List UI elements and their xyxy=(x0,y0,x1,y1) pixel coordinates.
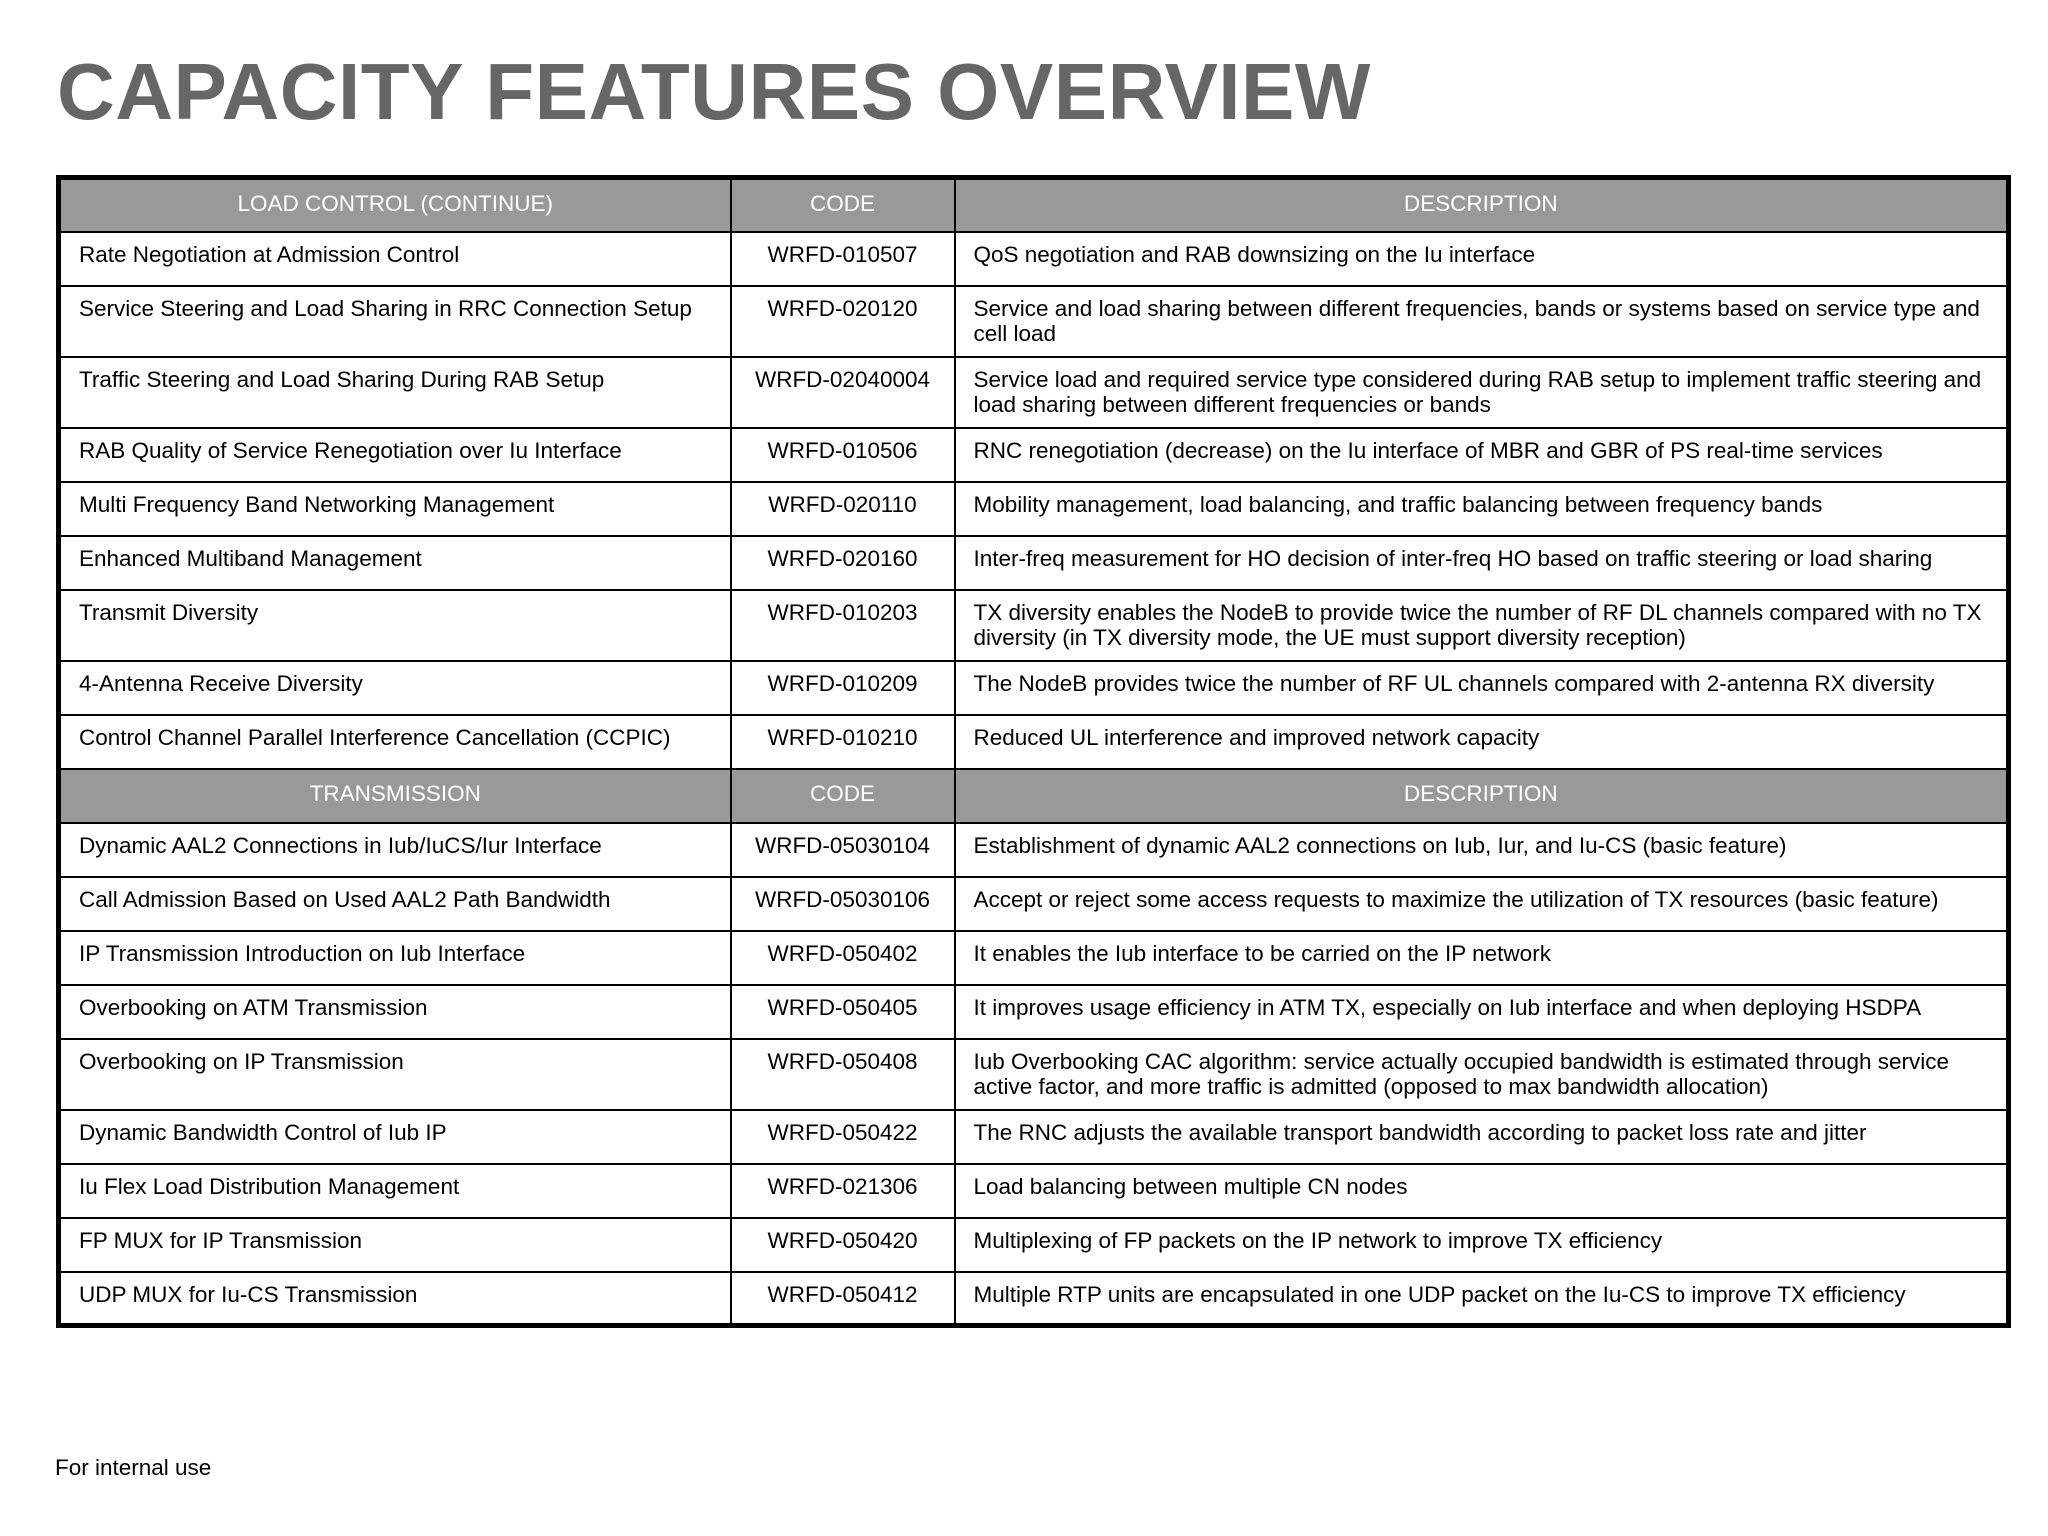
feature-description-cell: Multiple RTP units are encapsulated in one UDP packet on the Iu-CS to improve TX efficiency xyxy=(955,1272,2009,1326)
feature-description-cell: The RNC adjusts the available transport bandwidth according to packet loss rate and jitter xyxy=(955,1110,2009,1164)
feature-code-cell: WRFD-010203 xyxy=(731,590,955,661)
table-row xyxy=(59,1272,2009,1326)
table-row xyxy=(59,357,2009,428)
feature-description-cell: Multiplexing of FP packets on the IP network to improve TX efficiency xyxy=(955,1218,2009,1272)
feature-code-cell: WRFD-021306 xyxy=(731,1164,955,1218)
feature-name-cell: RAB Quality of Service Renegotiation over Iu Interface xyxy=(59,428,731,482)
feature-code-cell: WRFD-05030104 xyxy=(731,823,955,877)
feature-code-cell: WRFD-010210 xyxy=(731,715,955,769)
header-description: DESCRIPTION xyxy=(955,178,2009,232)
table-row xyxy=(59,1110,2009,1164)
section-header-transmission xyxy=(59,769,2009,823)
table-row xyxy=(59,1164,2009,1218)
table-row xyxy=(59,877,2009,931)
footer-note: For internal use xyxy=(55,1455,212,1480)
feature-code-cell: WRFD-010507 xyxy=(731,232,955,286)
table-row xyxy=(59,715,2009,769)
feature-description-cell: QoS negotiation and RAB downsizing on the Iu interface xyxy=(955,232,2009,286)
header-feature-name: TRANSMISSION xyxy=(59,769,731,823)
feature-name-cell: Transmit Diversity xyxy=(59,590,731,661)
feature-code-cell: WRFD-050420 xyxy=(731,1218,955,1272)
table-row xyxy=(59,823,2009,877)
feature-code-cell: WRFD-05030106 xyxy=(731,877,955,931)
feature-code-cell: WRFD-050412 xyxy=(731,1272,955,1326)
feature-description-cell: Inter-freq measurement for HO decision of inter-freq HO based on traffic steering or load sharing xyxy=(955,536,2009,590)
feature-name-cell: UDP MUX for Iu-CS Transmission xyxy=(59,1272,731,1326)
table-row xyxy=(59,482,2009,536)
feature-description-cell: Mobility management, load balancing, and traffic balancing between frequency bands xyxy=(955,482,2009,536)
feature-description-cell: Establishment of dynamic AAL2 connections on Iub, Iur, and Iu-CS (basic feature) xyxy=(955,823,2009,877)
table-row xyxy=(59,931,2009,985)
feature-description-cell: TX diversity enables the NodeB to provide twice the number of RF DL channels compared with no TX diversity (in TX diversity mode, the UE must support diversity reception) xyxy=(955,590,2009,661)
header-description: DESCRIPTION xyxy=(955,769,2009,823)
feature-name-cell: IP Transmission Introduction on Iub Interface xyxy=(59,931,731,985)
feature-name-cell: Control Channel Parallel Interference Cancellation (CCPIC) xyxy=(59,715,731,769)
table-row xyxy=(59,232,2009,286)
feature-code-cell: WRFD-020110 xyxy=(731,482,955,536)
feature-name-cell: Call Admission Based on Used AAL2 Path Bandwidth xyxy=(59,877,731,931)
feature-code-cell: WRFD-010209 xyxy=(731,661,955,715)
feature-name-cell: Iu Flex Load Distribution Management xyxy=(59,1164,731,1218)
feature-description-cell: It enables the Iub interface to be carried on the IP network xyxy=(955,931,2009,985)
table-row xyxy=(59,661,2009,715)
feature-description-cell: The NodeB provides twice the number of RF UL channels compared with 2-antenna RX diversity xyxy=(955,661,2009,715)
feature-description-cell: RNC renegotiation (decrease) on the Iu interface of MBR and GBR of PS real-time services xyxy=(955,428,2009,482)
table-row xyxy=(59,286,2009,357)
features-table xyxy=(56,175,2011,1328)
feature-name-cell: Traffic Steering and Load Sharing During RAB Setup xyxy=(59,357,731,428)
table-row xyxy=(59,1039,2009,1110)
table-row xyxy=(59,536,2009,590)
table-row xyxy=(59,590,2009,661)
feature-name-cell: Service Steering and Load Sharing in RRC Connection Setup xyxy=(59,286,731,357)
header-code: CODE xyxy=(731,769,955,823)
feature-name-cell: 4-Antenna Receive Diversity xyxy=(59,661,731,715)
feature-description-cell: Iub Overbooking CAC algorithm: service actually occupied bandwidth is estimated through service active factor, and more traffic is admitted (opposed to max bandwidth allocation) xyxy=(955,1039,2009,1110)
feature-name-cell: Dynamic Bandwidth Control of Iub IP xyxy=(59,1110,731,1164)
feature-code-cell: WRFD-020160 xyxy=(731,536,955,590)
feature-code-cell: WRFD-010506 xyxy=(731,428,955,482)
feature-name-cell: Rate Negotiation at Admission Control xyxy=(59,232,731,286)
page-title: CAPACITY FEATURES OVERVIEW xyxy=(57,47,1371,136)
table-row xyxy=(59,1218,2009,1272)
feature-code-cell: WRFD-020120 xyxy=(731,286,955,357)
feature-name-cell: FP MUX for IP Transmission xyxy=(59,1218,731,1272)
feature-description-cell: Load balancing between multiple CN nodes xyxy=(955,1164,2009,1218)
feature-description-cell: Service load and required service type considered during RAB setup to implement traffic steering and load sharing between different frequencies or bands xyxy=(955,357,2009,428)
feature-code-cell: WRFD-050402 xyxy=(731,931,955,985)
table-row xyxy=(59,985,2009,1039)
feature-code-cell: WRFD-050408 xyxy=(731,1039,955,1110)
table-row xyxy=(59,428,2009,482)
header-feature-name: LOAD CONTROL (CONTINUE) xyxy=(59,178,731,232)
feature-code-cell: WRFD-02040004 xyxy=(731,357,955,428)
feature-code-cell: WRFD-050405 xyxy=(731,985,955,1039)
feature-name-cell: Enhanced Multiband Management xyxy=(59,536,731,590)
feature-name-cell: Dynamic AAL2 Connections in Iub/IuCS/Iur Interface xyxy=(59,823,731,877)
feature-description-cell: It improves usage efficiency in ATM TX, especially on Iub interface and when deploying HSDPA xyxy=(955,985,2009,1039)
feature-description-cell: Service and load sharing between different frequencies, bands or systems based on service type and cell load xyxy=(955,286,2009,357)
feature-name-cell: Multi Frequency Band Networking Management xyxy=(59,482,731,536)
section-header-load-control xyxy=(59,178,2009,232)
header-code: CODE xyxy=(731,178,955,232)
feature-description-cell: Reduced UL interference and improved network capacity xyxy=(955,715,2009,769)
feature-name-cell: Overbooking on IP Transmission xyxy=(59,1039,731,1110)
feature-code-cell: WRFD-050422 xyxy=(731,1110,955,1164)
feature-description-cell: Accept or reject some access requests to maximize the utilization of TX resources (basic feature) xyxy=(955,877,2009,931)
feature-name-cell: Overbooking on ATM Transmission xyxy=(59,985,731,1039)
